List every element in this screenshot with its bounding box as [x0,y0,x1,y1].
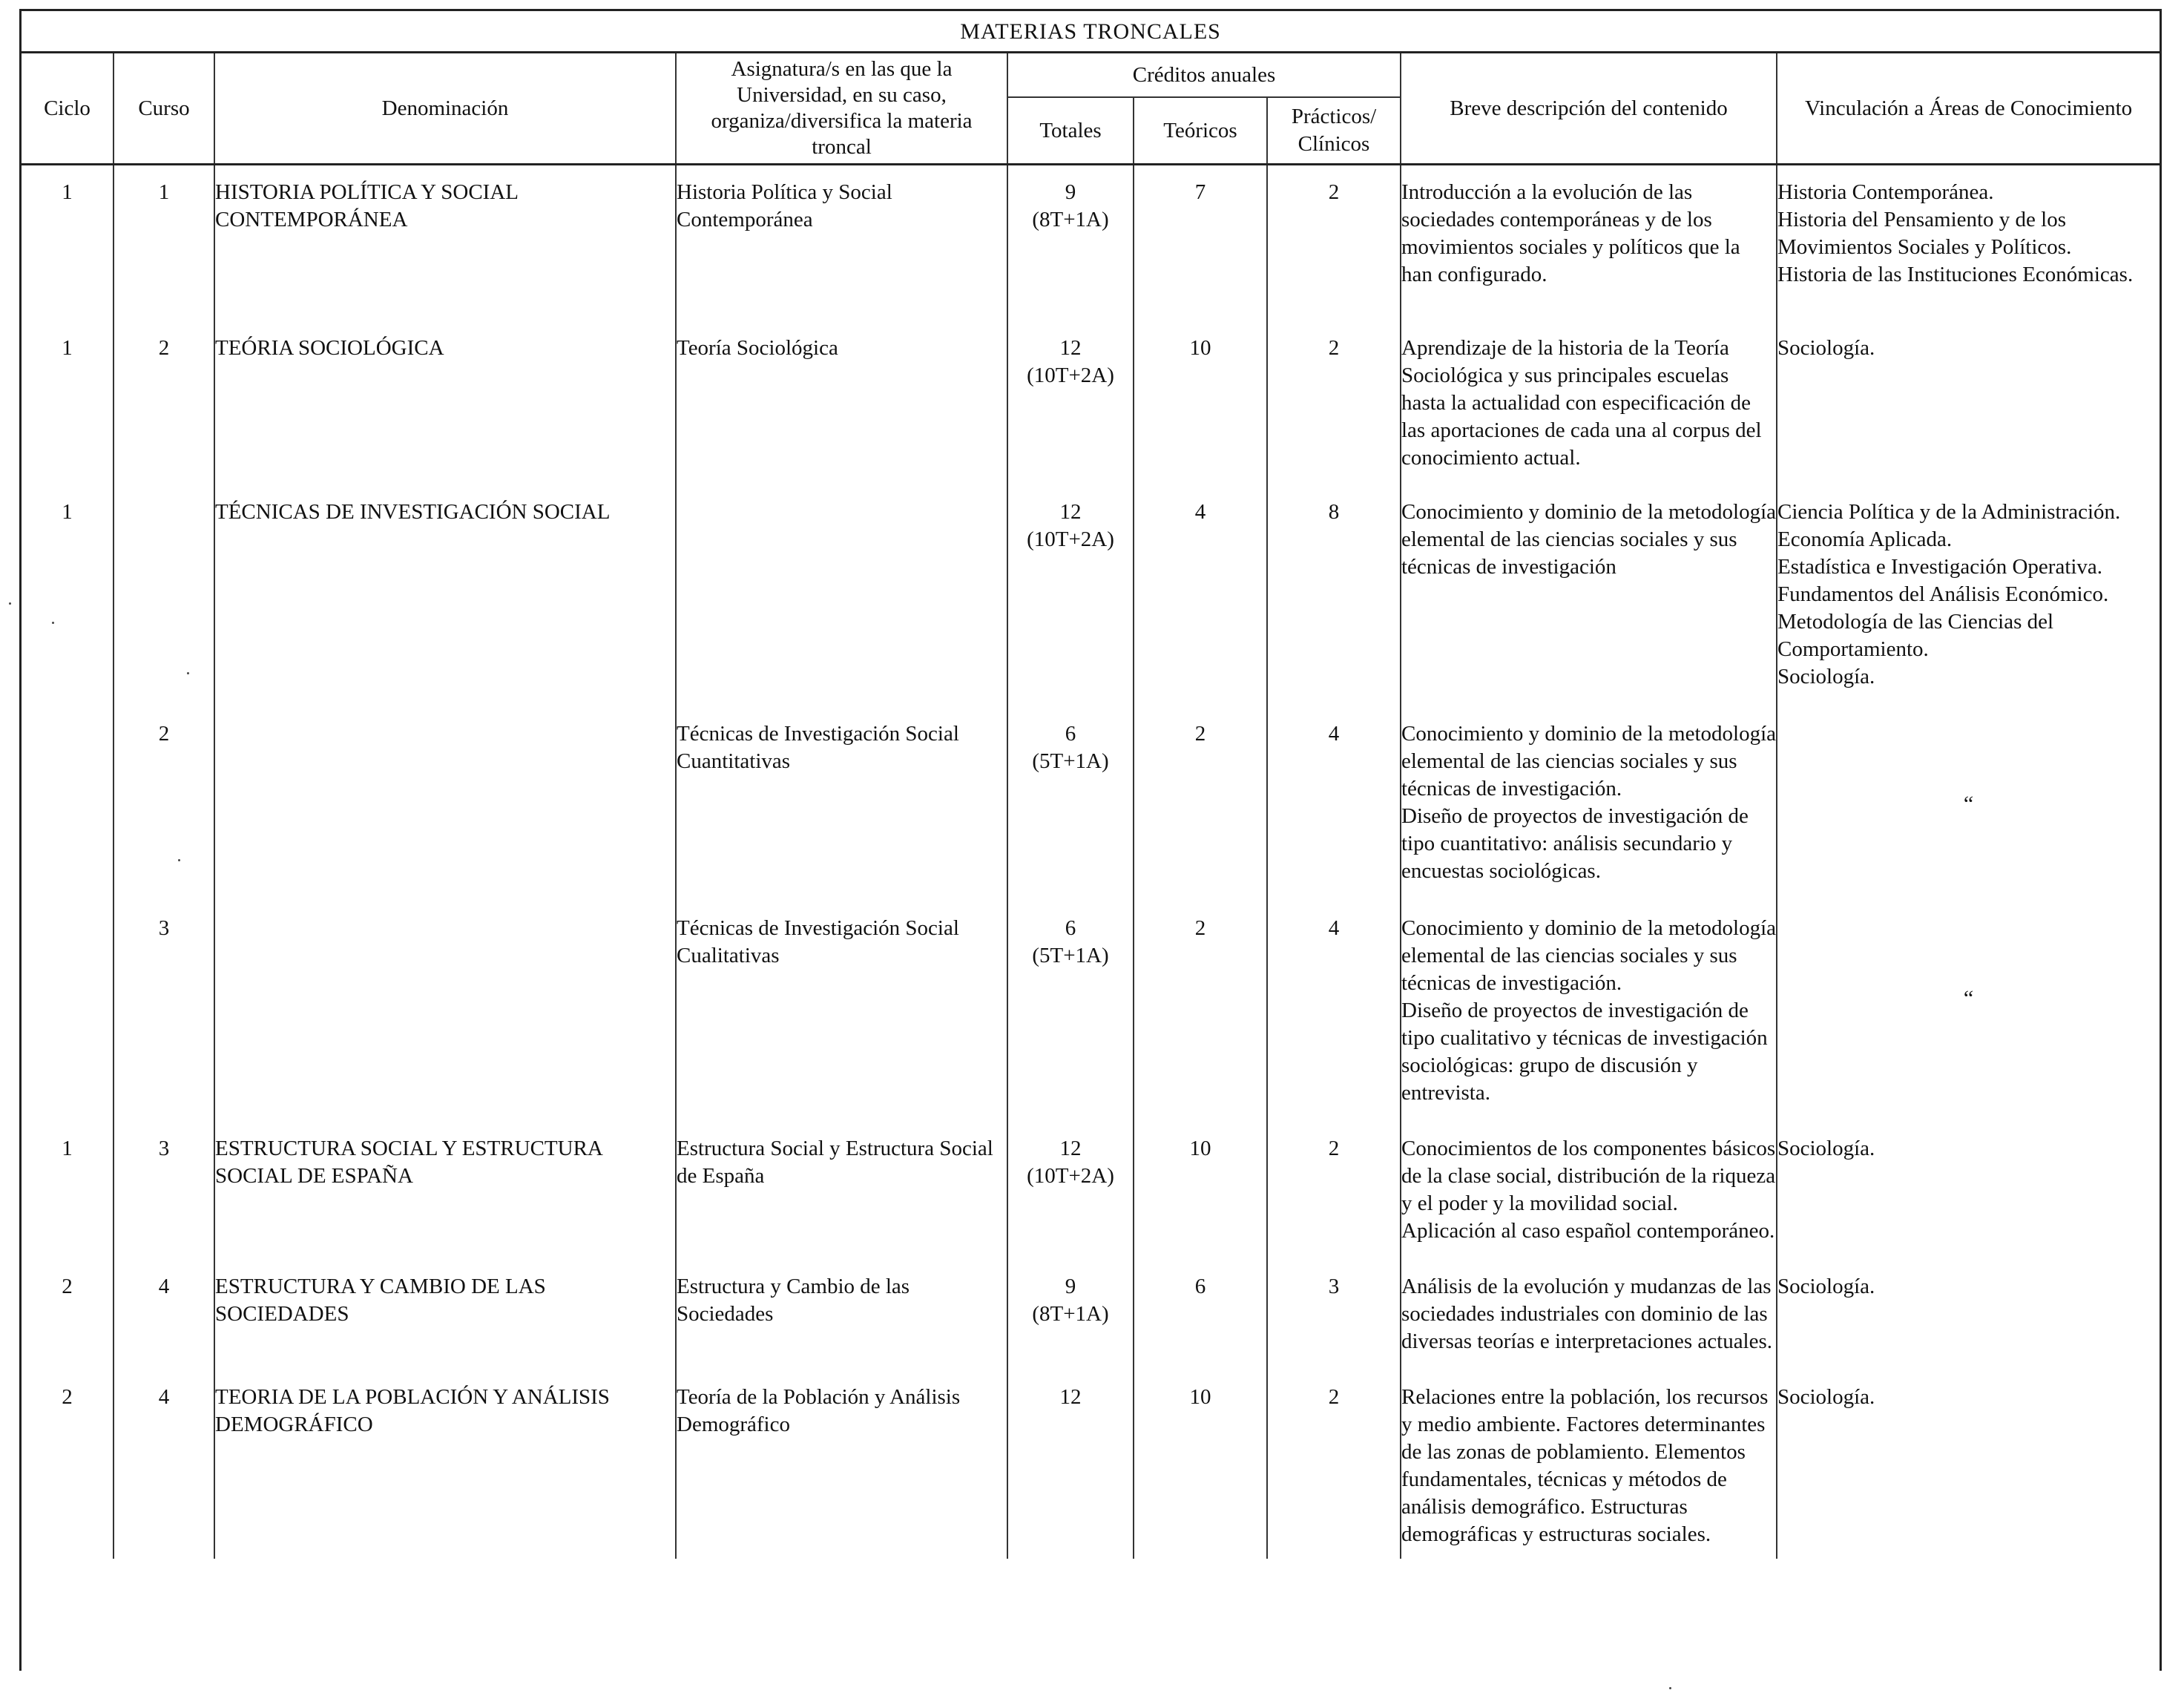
credit-total-value: 6 [1065,916,1076,940]
knowledge-area: Historia de las Instituciones Económicas. [1777,263,2134,286]
table-row [22,321,2160,485]
credit-total-value: 12 [1059,336,1082,360]
description-paragraph: Diseño de proyectos de investigación de tipo cualitativo y técnicas de investigación sociológicas: grupo de discusión y entrevista. [1401,999,1768,1105]
credit-total-breakdown: (8T+1A) [1032,208,1109,231]
credit-total-value: 9 [1065,180,1076,204]
cell-totales [1007,901,1134,1122]
cell-teoricos: 7 [1134,165,1267,322]
cell-asignatura: Historia Política y Social Contemporánea [676,165,1007,322]
cell-descripcion [1401,165,1777,322]
scan-speck [9,602,11,605]
knowledge-area: Fundamentos del Análisis Económico. [1777,582,2109,606]
materias-troncales-table [22,9,2160,1559]
cell-practicos: 3 [1267,1260,1401,1370]
cell-totales [1007,707,1134,901]
cell-descripcion [1401,321,1777,485]
knowledge-area: Economía Aplicada. [1777,527,1953,551]
knowledge-area: Sociología. [1777,1385,1875,1409]
cell-teoricos: 4 [1134,485,1267,707]
credit-total-breakdown: (10T+2A) [1027,364,1114,387]
cell-practicos: 8 [1267,485,1401,707]
cell-vinculacion [1777,1122,2160,1260]
knowledge-area: Sociología. [1777,336,1875,360]
credit-total-breakdown: (5T+1A) [1032,749,1109,773]
cell-descripcion [1401,1370,1777,1559]
cell-descripcion [1401,1122,1777,1260]
cell-ciclo: 1 [22,165,114,322]
cell-curso: 3 [114,901,214,1122]
cell-practicos: 2 [1267,321,1401,485]
knowledge-area: Historia Contemporánea. [1777,180,1994,204]
cell-teoricos: 10 [1134,1122,1267,1260]
knowledge-area: Metodología de las Ciencias del Comportamiento. [1777,610,2054,661]
cell-practicos: 2 [1267,165,1401,322]
cell-curso [114,485,214,707]
cell-totales [1007,485,1134,707]
knowledge-area: Sociología. [1777,665,1875,688]
credit-total-value: 6 [1065,722,1076,746]
cell-teoricos: 6 [1134,1260,1267,1370]
cell-teoricos: 2 [1134,901,1267,1122]
header-descripcion: Breve descripción del contenido [1401,53,1777,165]
cell-totales [1007,1260,1134,1370]
description-paragraph: Análisis de la evolución y mudanzas de las sociedades industriales con dominio de las diversas teorías e interpretaciones actuales. [1401,1275,1773,1353]
table-row [22,707,2160,901]
cell-denominacion: TÉCNICAS DE INVESTIGACIÓN SOCIAL [214,485,676,707]
table-row [22,1370,2160,1559]
description-paragraph: Aprendizaje de la historia de la Teoría Sociológica y sus principales escuelas hasta la actualidad con especificación de las aportaciones de cada una al corpus del conocimiento actual. [1401,336,1762,470]
cell-descripcion [1401,1260,1777,1370]
header-vinculacion: Vinculación a Áreas de Conocimiento [1777,53,2160,165]
cell-vinculacion [1777,321,2160,485]
cell-vinculacion [1777,165,2160,322]
credit-total-value: 12 [1059,1385,1082,1409]
cell-ciclo [22,707,114,901]
table-body [22,165,2160,1559]
cell-ciclo: 2 [22,1260,114,1370]
cell-asignatura: Técnicas de Investigación Social Cualitativas [676,901,1007,1122]
cell-asignatura: Estructura Social y Estructura Social de España [676,1122,1007,1260]
cell-denominacion: HISTORIA POLÍTICA Y SOCIAL CONTEMPORÁNEA [214,165,676,322]
table-row [22,1122,2160,1260]
header-totales: Totales [1007,97,1134,165]
cell-practicos: 2 [1267,1122,1401,1260]
cell-asignatura [676,485,1007,707]
credit-total-breakdown: (10T+2A) [1027,1164,1114,1188]
cell-ciclo [22,901,114,1122]
cell-teoricos: 10 [1134,1370,1267,1559]
description-paragraph: Conocimiento y dominio de la metodología elemental de las ciencias sociales y sus técnicas de investigación. [1401,722,1777,801]
cell-vinculacion [1777,1370,2160,1559]
cell-denominacion: TEÓRIA SOCIOLÓGICA [214,321,676,485]
credit-total-value: 12 [1059,500,1082,524]
cell-curso: 4 [114,1370,214,1559]
cell-ciclo: 1 [22,321,114,485]
credit-total-value: 12 [1059,1137,1082,1160]
cell-practicos: 2 [1267,1370,1401,1559]
knowledge-area: Sociología. [1777,1275,1875,1298]
header-practicos: Prácticos/ Clínicos [1267,97,1401,165]
table-row [22,165,2160,322]
cell-curso: 1 [114,165,214,322]
table-title: MATERIAS TRONCALES [22,10,2160,53]
credit-total-breakdown: (10T+2A) [1027,527,1114,551]
ditto-mark: “ [1963,792,1974,816]
cell-asignatura: Estructura y Cambio de las Sociedades [676,1260,1007,1370]
cell-teoricos: 2 [1134,707,1267,901]
cell-descripcion [1401,901,1777,1122]
header-asignatura: Asignatura/s en las que la Universidad, en su caso, organiza/diversifica la materia troncal [676,53,1007,165]
description-paragraph: Diseño de proyectos de investigación de tipo cuantitativo: análisis secundario y encuestas sociológicas. [1401,804,1749,883]
cell-denominacion [214,707,676,901]
cell-curso: 2 [114,707,214,901]
credit-total-breakdown: (5T+1A) [1032,944,1109,967]
header-curso: Curso [114,53,214,165]
description-paragraph: Conocimiento y dominio de la metodología elemental de las ciencias sociales y sus técnicas de investigación. [1401,916,1777,995]
cell-descripcion [1401,485,1777,707]
scan-speck [1669,1687,1671,1689]
cell-curso: 4 [114,1260,214,1370]
cell-totales [1007,321,1134,485]
knowledge-area: Estadística e Investigación Operativa. [1777,555,2103,579]
header-denominacion: Denominación [214,53,676,165]
scan-speck [178,859,180,861]
knowledge-area: Sociología. [1777,1137,1875,1160]
cell-practicos: 4 [1267,901,1401,1122]
cell-ciclo: 1 [22,485,114,707]
cell-denominacion: TEORIA DE LA POBLACIÓN Y ANÁLISIS DEMOGRÁFICO [214,1370,676,1559]
table-row [22,485,2160,707]
description-paragraph: Conocimientos de los componentes básicos de la clase social, distribución de la riqueza y el poder y la movilidad social. Aplicación al caso español contemporáneo. [1401,1137,1776,1243]
cell-vinculacion [1777,707,2160,901]
cell-denominacion: ESTRUCTURA SOCIAL Y ESTRUCTURA SOCIAL DE ESPAÑA [214,1122,676,1260]
knowledge-area: Historia del Pensamiento y de los Movimientos Sociales y Políticos. [1777,208,2072,259]
cell-vinculacion [1777,901,2160,1122]
scan-speck [187,672,189,674]
header-teoricos: Teóricos [1134,97,1267,165]
knowledge-area: Ciencia Política y de la Administración. [1777,500,2121,524]
cell-practicos: 4 [1267,707,1401,901]
cell-asignatura: Teoría de la Población y Análisis Demográfico [676,1370,1007,1559]
credit-total-value: 9 [1065,1275,1076,1298]
description-paragraph: Relaciones entre la población, los recursos y medio ambiente. Factores determinantes de las zonas de poblamiento. Elementos fundamentales, técnicas y métodos de análisis demográfico. Estructuras demográficas y estructuras sociales. [1401,1385,1769,1546]
cell-vinculacion [1777,485,2160,707]
cell-curso: 3 [114,1122,214,1260]
cell-denominacion [214,901,676,1122]
cell-totales [1007,165,1134,322]
cell-teoricos: 10 [1134,321,1267,485]
cell-curso: 2 [114,321,214,485]
document-page [19,9,2162,1671]
cell-asignatura: Teoría Sociológica [676,321,1007,485]
cell-ciclo: 2 [22,1370,114,1559]
scan-speck [52,622,54,624]
cell-asignatura: Técnicas de Investigación Social Cuantitativas [676,707,1007,901]
cell-vinculacion [1777,1260,2160,1370]
cell-descripcion [1401,707,1777,901]
header-creditos-anuales: Créditos anuales [1007,53,1401,98]
description-paragraph: Conocimiento y dominio de la metodología elemental de las ciencias sociales y sus técnicas de investigación [1401,500,1777,579]
ditto-mark: “ [1963,986,1974,1010]
cell-totales [1007,1370,1134,1559]
table-row [22,1260,2160,1370]
description-paragraph: Introducción a la evolución de las sociedades contemporáneas y de los movimientos sociales y políticos que la han configurado. [1401,180,1740,286]
credit-total-breakdown: (8T+1A) [1032,1302,1109,1326]
table-row [22,901,2160,1122]
cell-totales [1007,1122,1134,1260]
cell-ciclo: 1 [22,1122,114,1260]
cell-denominacion: ESTRUCTURA Y CAMBIO DE LAS SOCIEDADES [214,1260,676,1370]
header-ciclo: Ciclo [22,53,114,165]
